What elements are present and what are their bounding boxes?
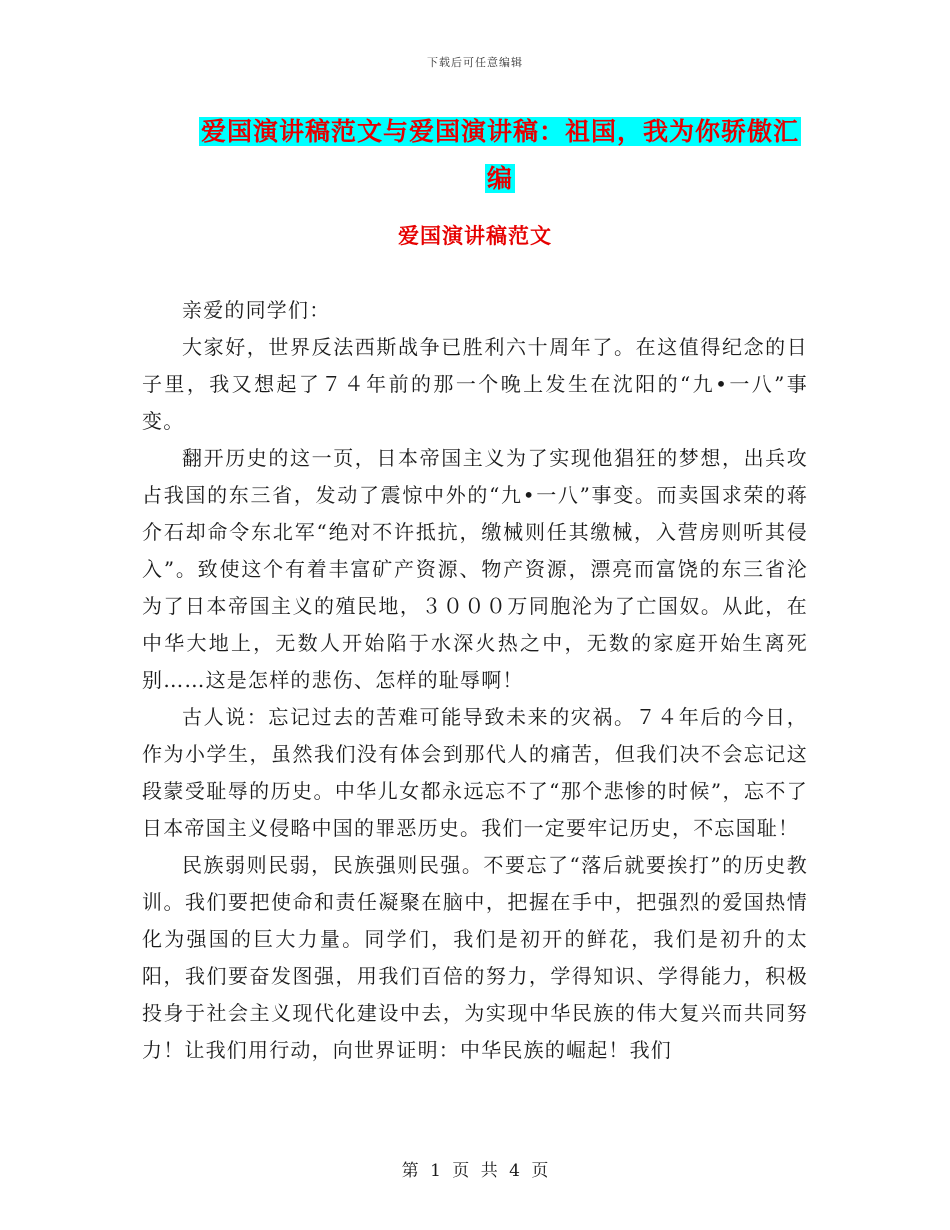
body-paragraph: 翻开历史的这一页，日本帝国主义为了实现他猖狂的梦想，出兵攻占我国的东三省，发动了震惊中外的“九•一八”事变。而卖国求荣的蒋介石却命令东北军“绝对不许抵抗，缴械则任其缴械，入营房则听其侵入”。致使这个有着丰富矿产资源、物产资源，漂亮而富饶的东三省沦为了日本帝国主义的殖民地，３０００万同胞沦为了亡国奴。从此，在中华大地上，无数人开始陷于水深火热之中，无数的家庭开始生离死别……这是怎样的悲伤、怎样的耻辱啊！ [142, 446, 808, 692]
body-paragraph: 古人说：忘记过去的苦难可能导致未来的灾祸。７４年后的今日，作为小学生，虽然我们没有体会到那代人的痛苦，但我们决不会忘记这段蒙受耻辱的历史。中华儿女都永远忘不了“那个悲惨的时候”，忘不了日本帝国主义侵略中国的罪恶历史。我们一定要牢记历史，不忘国耻！ [142, 705, 808, 840]
body-paragraph: 大家好，世界反法西斯战争已胜利六十周年了。在这值得纪念的日子里，我又想起了７４年前的那一个晚上发生在沈阳的“九•一八”事变。 [142, 335, 808, 433]
section-heading: 爱国演讲稿范文 [398, 223, 552, 248]
header-note: 下载后可任意编辑 [427, 56, 523, 69]
page-footer: 第 1 页 共 4 页 [401, 1161, 549, 1181]
body-paragraph: 民族弱则民弱，民族强则民强。不要忘了“落后就要挨打”的历史教训。我们要把使命和责任凝聚在脑中，把握在手中，把强烈的爱国热情化为强国的巨大力量。同学们，我们是初开的鲜花，我们是初升的太阳，我们要奋发图强，用我们百倍的努力，学得知识、学得能力，积极投身于社会主义现代化建设中去，为实现中华民族的伟大复兴而共同努力！让我们用行动，向世界证明：中华民族的崛起！我们 [142, 853, 808, 1062]
salutation-paragraph: 亲爱的同学们： [182, 298, 331, 322]
document-title-text: 爱国演讲稿范文与爱国演讲稿：祖国，我为你骄傲汇编 [200, 117, 799, 193]
document-title [190, 108, 810, 202]
body-text [142, 292, 808, 1069]
